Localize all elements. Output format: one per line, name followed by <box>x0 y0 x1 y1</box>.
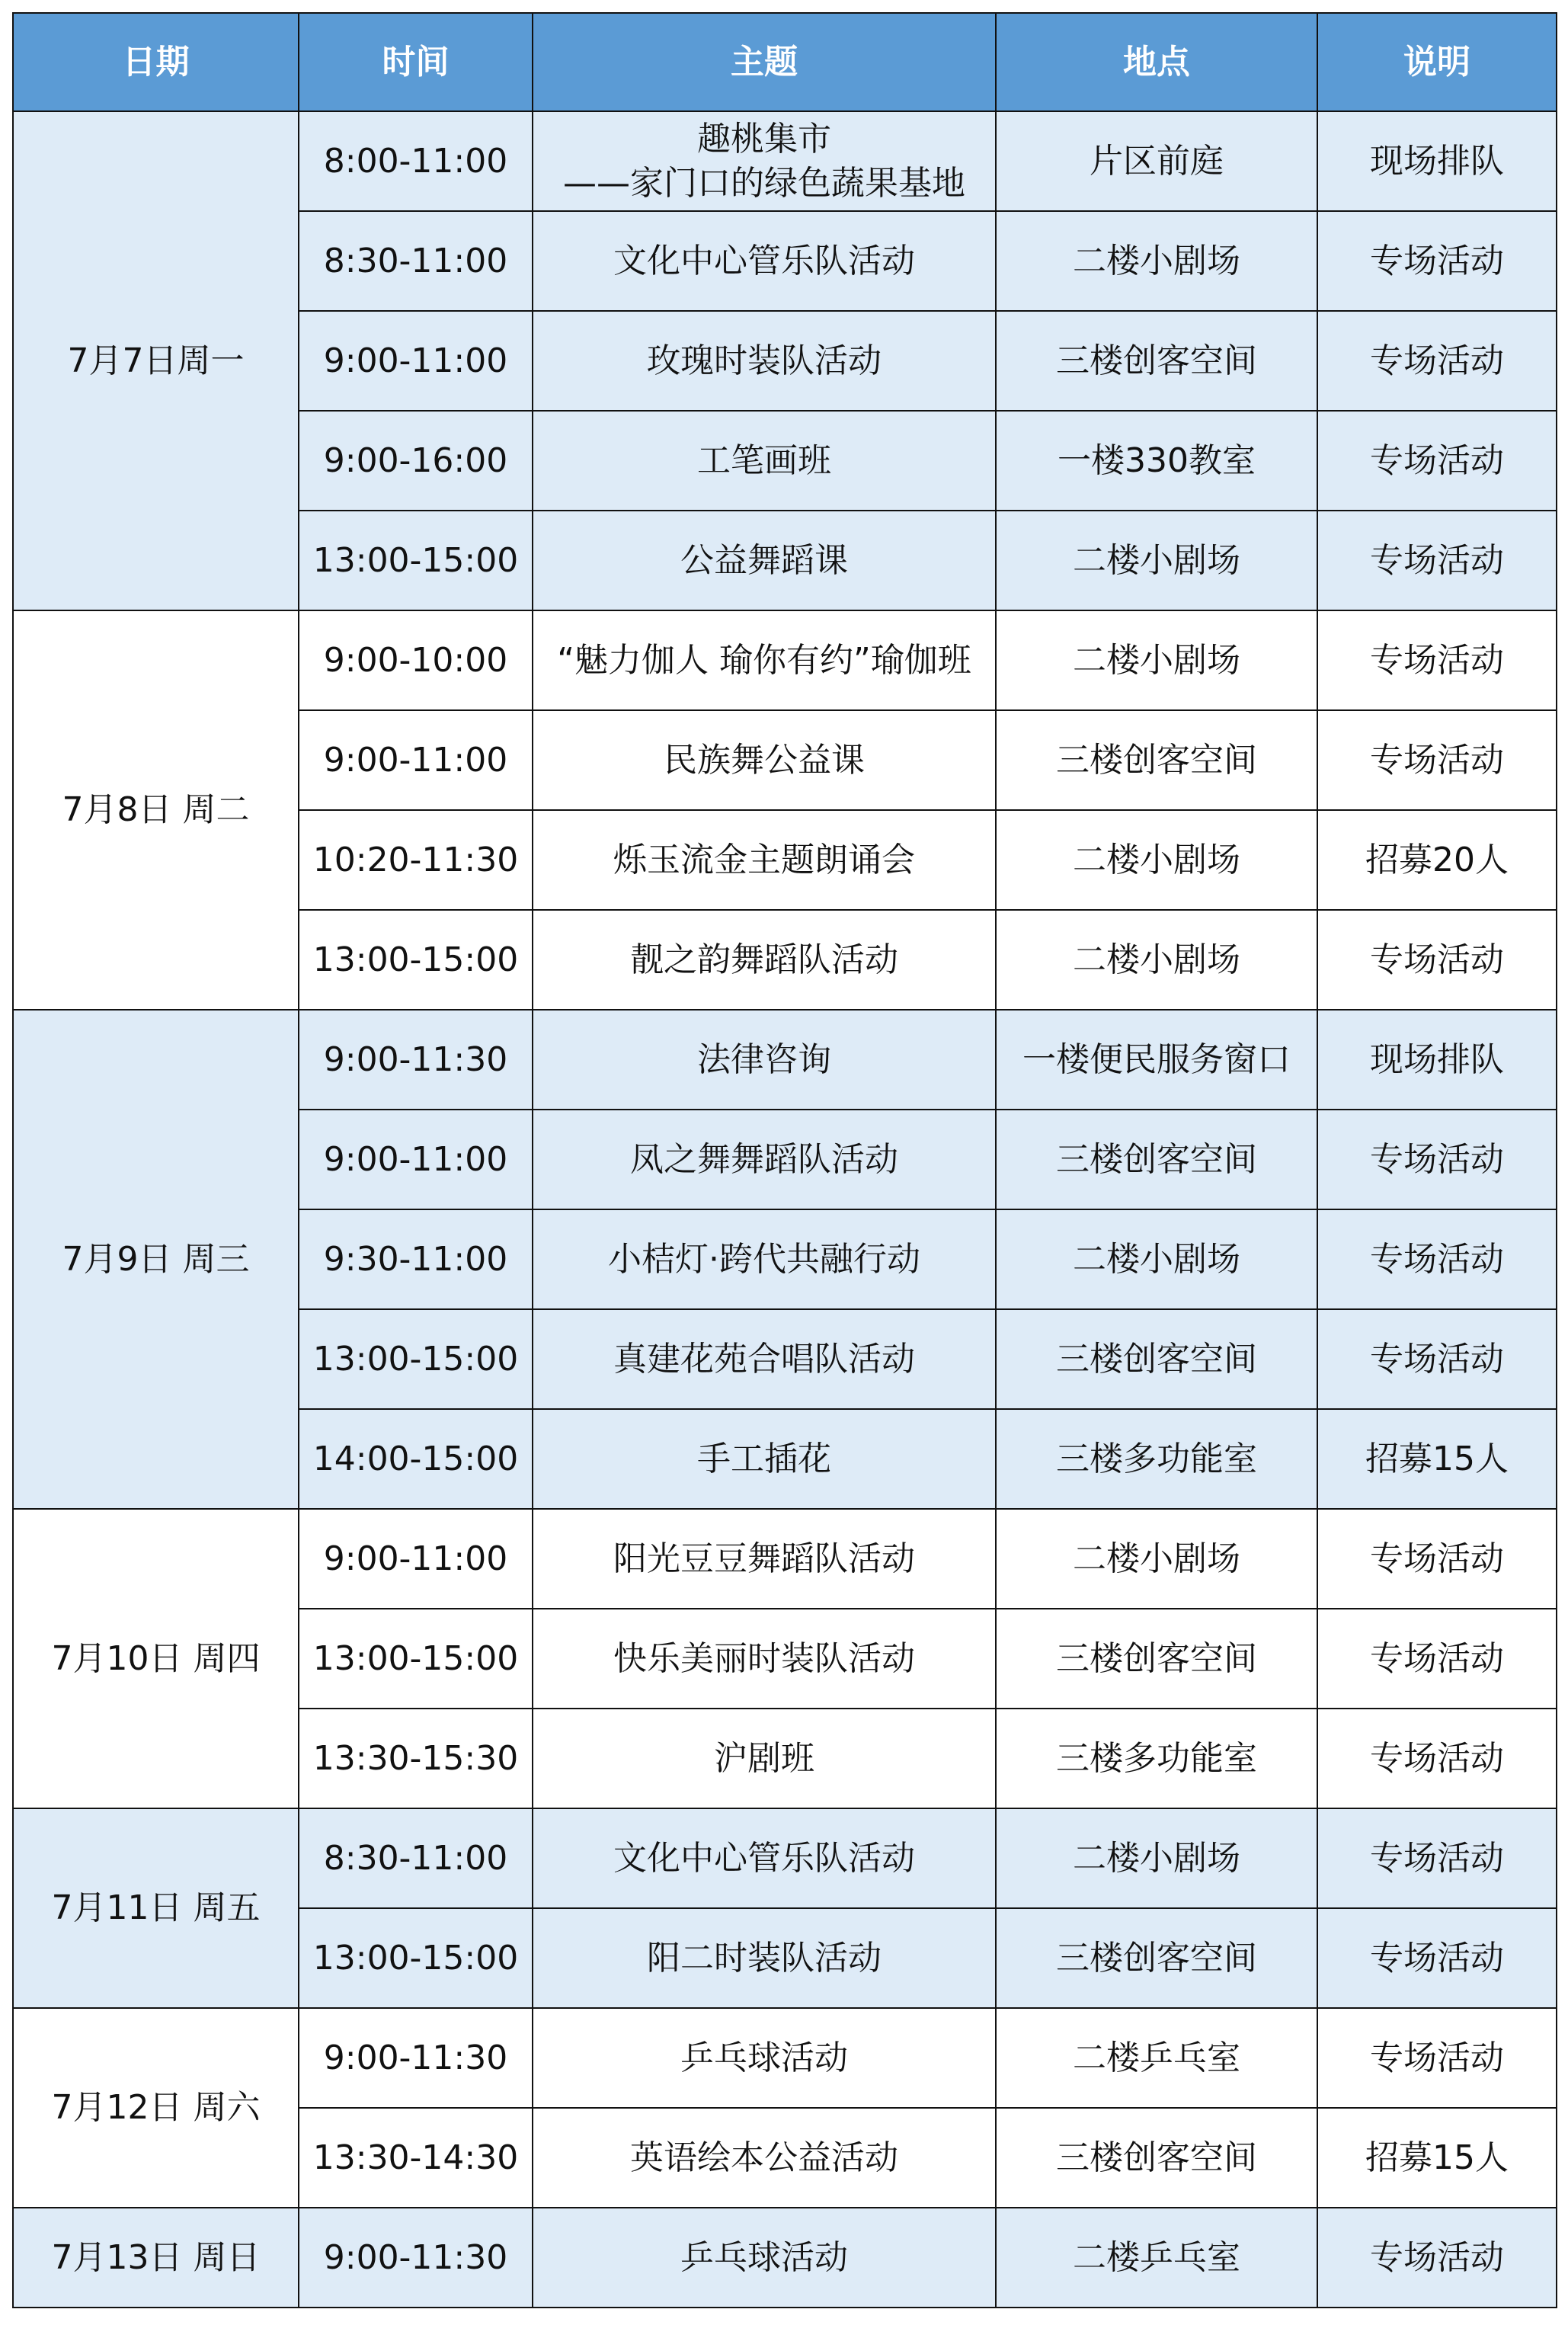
time-cell: 13:30-15:30 <box>299 1709 533 1808</box>
topic-cell <box>533 2108 996 2208</box>
table-row <box>13 610 1557 710</box>
note-cell: 专场活动 <box>1317 1110 1557 1209</box>
date-cell: 7月12日 周六 <box>13 2008 299 2208</box>
topic-cell <box>533 2208 996 2308</box>
topic-cell <box>533 610 996 710</box>
time-cell: 13:30-14:30 <box>299 2108 533 2208</box>
place-cell: 三楼创客空间 <box>996 1309 1317 1409</box>
topic-cell <box>533 511 996 610</box>
topic-cell <box>533 1808 996 1908</box>
time-cell: 9:00-11:30 <box>299 1010 533 1110</box>
date-cell: 7月8日 周二 <box>13 610 299 1010</box>
topic-cell <box>533 710 996 810</box>
topic-line: 公益舞蹈课 <box>680 540 848 580</box>
table-row <box>13 111 1557 211</box>
time-cell: 9:00-11:00 <box>299 1509 533 1609</box>
place-cell: 二楼乒乓室 <box>996 2008 1317 2108</box>
time-cell: 8:30-11:00 <box>299 211 533 311</box>
header-note: 说明 <box>1317 13 1557 111</box>
topic-line: 阳二时装队活动 <box>647 1938 882 1978</box>
topic-cell <box>533 1509 996 1609</box>
topic-line: 小桔灯·跨代共融行动 <box>608 1239 920 1279</box>
time-cell: 9:00-11:00 <box>299 311 533 411</box>
note-cell: 现场排队 <box>1317 111 1557 211</box>
place-cell: 三楼创客空间 <box>996 710 1317 810</box>
time-cell: 9:00-10:00 <box>299 610 533 710</box>
topic-cell <box>533 1110 996 1209</box>
topic-cell <box>533 1709 996 1808</box>
place-cell: 二楼小剧场 <box>996 610 1317 710</box>
note-cell: 招募20人 <box>1317 810 1557 910</box>
schedule-body <box>13 111 1557 2308</box>
topic-cell <box>533 1309 996 1409</box>
topic-cell <box>533 311 996 411</box>
table-row <box>13 1808 1557 1908</box>
topic-line: 靓之韵舞蹈队活动 <box>630 940 898 979</box>
time-cell: 9:30-11:00 <box>299 1209 533 1309</box>
table-row <box>13 2208 1557 2308</box>
note-cell: 专场活动 <box>1317 910 1557 1010</box>
header-topic: 主题 <box>533 13 996 111</box>
date-cell: 7月11日 周五 <box>13 1808 299 2008</box>
note-cell: 专场活动 <box>1317 1509 1557 1609</box>
place-cell: 二楼小剧场 <box>996 810 1317 910</box>
topic-line: ——家门口的绿色蔬果基地 <box>563 163 965 203</box>
note-cell: 专场活动 <box>1317 1209 1557 1309</box>
table-row <box>13 1509 1557 1609</box>
place-cell: 三楼创客空间 <box>996 1908 1317 2008</box>
time-cell: 9:00-11:00 <box>299 710 533 810</box>
time-cell: 9:00-16:00 <box>299 411 533 511</box>
place-cell: 片区前庭 <box>996 111 1317 211</box>
date-cell: 7月9日 周三 <box>13 1010 299 1509</box>
topic-line: 沪剧班 <box>714 1738 814 1778</box>
note-cell: 专场活动 <box>1317 1709 1557 1808</box>
note-cell: 专场活动 <box>1317 2208 1557 2308</box>
header-place: 地点 <box>996 13 1317 111</box>
topic-line: 文化中心管乐队活动 <box>613 1838 915 1878</box>
time-cell: 8:30-11:00 <box>299 1808 533 1908</box>
note-cell: 专场活动 <box>1317 1609 1557 1709</box>
topic-cell <box>533 910 996 1010</box>
activity-schedule-table <box>12 12 1557 2308</box>
place-cell: 一楼330教室 <box>996 411 1317 511</box>
place-cell: 三楼创客空间 <box>996 1110 1317 1209</box>
topic-cell <box>533 1609 996 1709</box>
date-cell: 7月7日周一 <box>13 111 299 610</box>
topic-line: 烁玉流金主题朗诵会 <box>613 840 915 879</box>
time-cell: 9:00-11:30 <box>299 2208 533 2308</box>
topic-cell <box>533 211 996 311</box>
topic-line: 英语绘本公益活动 <box>630 2138 898 2177</box>
note-cell: 专场活动 <box>1317 1309 1557 1409</box>
place-cell: 三楼创客空间 <box>996 311 1317 411</box>
topic-line: 乒乓球活动 <box>680 2237 848 2277</box>
time-cell: 13:00-15:00 <box>299 1609 533 1709</box>
note-cell: 专场活动 <box>1317 1808 1557 1908</box>
topic-cell <box>533 810 996 910</box>
time-cell: 13:00-15:00 <box>299 511 533 610</box>
topic-line: 文化中心管乐队活动 <box>613 241 915 280</box>
date-cell: 7月13日 周日 <box>13 2208 299 2308</box>
topic-cell <box>533 1908 996 2008</box>
time-cell: 9:00-11:00 <box>299 1110 533 1209</box>
time-cell: 13:00-15:00 <box>299 1908 533 2008</box>
note-cell: 现场排队 <box>1317 1010 1557 1110</box>
note-cell: 招募15人 <box>1317 1409 1557 1509</box>
note-cell: 专场活动 <box>1317 211 1557 311</box>
note-cell: 专场活动 <box>1317 2008 1557 2108</box>
place-cell: 二楼小剧场 <box>996 211 1317 311</box>
topic-line: 民族舞公益课 <box>664 740 865 780</box>
topic-line: 法律咨询 <box>697 1039 831 1079</box>
note-cell: 专场活动 <box>1317 411 1557 511</box>
date-cell: 7月10日 周四 <box>13 1509 299 1808</box>
topic-cell <box>533 1010 996 1110</box>
header-time: 时间 <box>299 13 533 111</box>
time-cell: 13:00-15:00 <box>299 1309 533 1409</box>
table-row <box>13 1010 1557 1110</box>
place-cell: 二楼乒乓室 <box>996 2208 1317 2308</box>
topic-line: 凤之舞舞蹈队活动 <box>630 1139 898 1179</box>
note-cell: 专场活动 <box>1317 610 1557 710</box>
place-cell: 二楼小剧场 <box>996 511 1317 610</box>
place-cell: 二楼小剧场 <box>996 1209 1317 1309</box>
topic-line: 趣桃集市 <box>697 119 831 159</box>
topic-line: “魅力伽人 瑜你有约”瑜伽班 <box>557 640 971 680</box>
time-cell: 9:00-11:30 <box>299 2008 533 2108</box>
topic-line: 阳光豆豆舞蹈队活动 <box>613 1539 915 1578</box>
header-row <box>13 13 1557 111</box>
topic-cell <box>533 1209 996 1309</box>
time-cell: 8:00-11:00 <box>299 111 533 211</box>
place-cell: 二楼小剧场 <box>996 1509 1317 1609</box>
place-cell: 三楼多功能室 <box>996 1709 1317 1808</box>
header-date: 日期 <box>13 13 299 111</box>
note-cell: 专场活动 <box>1317 311 1557 411</box>
topic-line: 乒乓球活动 <box>680 2038 848 2077</box>
topic-line: 手工插花 <box>697 1439 831 1478</box>
topic-cell <box>533 1409 996 1509</box>
table-row <box>13 2008 1557 2108</box>
topic-cell <box>533 411 996 511</box>
place-cell: 一楼便民服务窗口 <box>996 1010 1317 1110</box>
topic-line: 工笔画班 <box>697 440 831 480</box>
time-cell: 14:00-15:00 <box>299 1409 533 1509</box>
time-cell: 13:00-15:00 <box>299 910 533 1010</box>
note-cell: 专场活动 <box>1317 1908 1557 2008</box>
topic-line: 真建花苑合唱队活动 <box>613 1339 915 1379</box>
topic-line: 玫瑰时装队活动 <box>647 341 882 380</box>
place-cell: 二楼小剧场 <box>996 1808 1317 1908</box>
topic-cell <box>533 111 996 211</box>
topic-line: 快乐美丽时装队活动 <box>613 1638 915 1678</box>
topic-cell <box>533 2008 996 2108</box>
place-cell: 三楼创客空间 <box>996 2108 1317 2208</box>
note-cell: 专场活动 <box>1317 710 1557 810</box>
note-cell: 专场活动 <box>1317 511 1557 610</box>
place-cell: 三楼创客空间 <box>996 1609 1317 1709</box>
place-cell: 二楼小剧场 <box>996 910 1317 1010</box>
note-cell: 招募15人 <box>1317 2108 1557 2208</box>
place-cell: 三楼多功能室 <box>996 1409 1317 1509</box>
time-cell: 10:20-11:30 <box>299 810 533 910</box>
